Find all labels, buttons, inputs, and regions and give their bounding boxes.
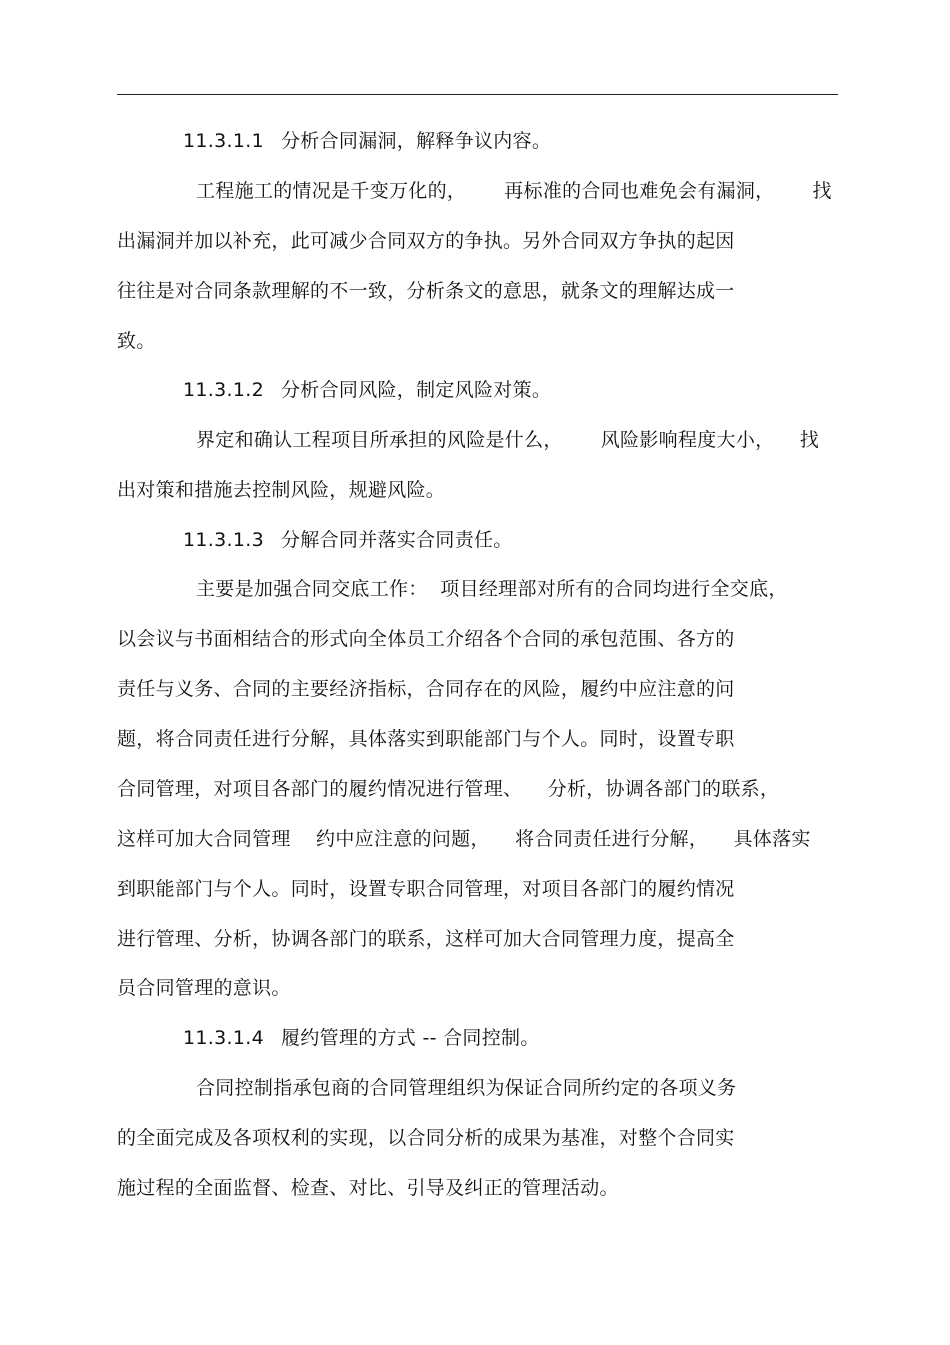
paragraph-line: 界定和确认工程项目所承担的风险是什么， 风险影响程度大小， 找 [196, 429, 820, 451]
section-title: 分解合同并落实合同责任。 [281, 529, 513, 551]
paragraph-line: 施过程的全面监督、检查、对比、引导及纠正的管理活动。 [117, 1177, 619, 1199]
paragraph-line: 合同控制指承包商的合同管理组织为保证合同所约定的各项义务 [196, 1077, 737, 1099]
section-number: 11.3.1.1 [183, 130, 264, 152]
paragraph-line: 责任与义务、合同的主要经济指标，合同存在的风险，履约中应注意的问 [117, 678, 735, 700]
paragraph-line: 往往是对合同条款理解的不一致，分析条文的意思，就条文的理解达成一 [117, 280, 735, 302]
section-title: 分析合同漏洞，解释争议内容。 [281, 130, 552, 152]
section-number: 11.3.1.4 [183, 1027, 264, 1049]
paragraph-line: 合同管理，对项目各部门的履约情况进行管理、 分析，协调各部门的联系， [117, 778, 780, 800]
paragraph-line: 题，将合同责任进行分解，具体落实到职能部门与个人。同时，设置专职 [117, 728, 735, 750]
paragraph-line: 工程施工的情况是千变万化的， 再标准的合同也难免会有漏洞， 找 [196, 180, 832, 202]
section-title: 履约管理的方式 -- 合同控制。 [281, 1027, 540, 1049]
paragraph-line: 员合同管理的意识。 [117, 977, 291, 999]
paragraph-line: 出漏洞并加以补充，此可减少合同双方的争执。另外合同双方争执的起因 [117, 230, 735, 252]
paragraph-line: 到职能部门与个人。同时，设置专职合同管理，对项目各部门的履约情况 [117, 878, 735, 900]
section-number: 11.3.1.2 [183, 379, 264, 401]
paragraph-line: 致。 [117, 330, 156, 352]
section-heading-3 [183, 527, 513, 553]
paragraph-line: 的全面完成及各项权利的实现，以合同分析的成果为基准，对整个合同实 [117, 1127, 735, 1149]
paragraph-line: 以会议与书面相结合的形式向全体员工介绍各个合同的承包范围、各方的 [117, 628, 735, 650]
section-heading-4 [183, 1025, 540, 1051]
header-rule [117, 94, 838, 95]
paragraph-line: 主要是加强合同交底工作： 项目经理部对所有的合同均进行全交底， [196, 578, 788, 600]
section-number: 11.3.1.3 [183, 529, 264, 551]
paragraph-line: 出对策和措施去控制风险，规避风险。 [117, 479, 446, 501]
paragraph-line: 这样可加大合同管理 约中应注意的问题， 将合同责任进行分解， 具体落实 [117, 828, 811, 850]
paragraph-line: 进行管理、分析，协调各部门的联系，这样可加大合同管理力度，提高全 [117, 928, 735, 950]
section-heading-2 [183, 377, 551, 403]
section-title: 分析合同风险，制定风险对策。 [281, 379, 552, 401]
section-heading-1 [183, 128, 551, 154]
